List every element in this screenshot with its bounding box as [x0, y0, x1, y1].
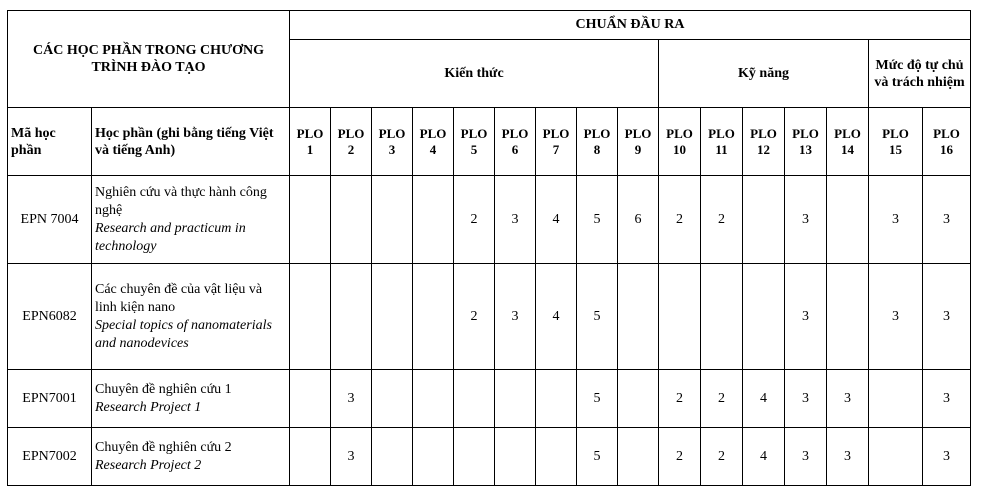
plo-7-value: 4	[536, 176, 577, 264]
course-name-vietnamese: Nghiên cứu và thực hành công nghệ	[95, 184, 267, 218]
table-row	[8, 264, 971, 370]
course-name	[92, 264, 290, 370]
table-row	[8, 370, 971, 428]
plo-header-5: PLO 5	[454, 108, 495, 176]
plo-header-2: PLO 2	[331, 108, 372, 176]
plo-5-value	[454, 370, 495, 428]
plo-header-11: PLO 11	[701, 108, 743, 176]
plo-15-value	[869, 428, 923, 486]
course-name	[92, 176, 290, 264]
plo-matrix-table	[7, 10, 971, 486]
plo-6-value	[495, 370, 536, 428]
plo-header-10: PLO 10	[659, 108, 701, 176]
plo-header-14: PLO 14	[827, 108, 869, 176]
plo-2-value: 3	[331, 370, 372, 428]
plo-header-16: PLO 16	[923, 108, 971, 176]
plo-9-value	[618, 264, 659, 370]
plo-3-value	[372, 264, 413, 370]
plo-header-8: PLO 8	[577, 108, 618, 176]
plo-16-value: 3	[923, 370, 971, 428]
plo-9-value	[618, 370, 659, 428]
plo-13-value: 3	[785, 370, 827, 428]
plo-7-value	[536, 370, 577, 428]
course-name-english: Special topics of nanomaterials and nanodevices	[95, 317, 272, 351]
plo-15-value: 3	[869, 176, 923, 264]
course-name-english: Research Project 1	[95, 399, 202, 415]
plo-5-value	[454, 428, 495, 486]
outcomes-header: CHUẨN ĐẦU RA	[290, 11, 971, 40]
table-row	[8, 176, 971, 264]
plo-11-value: 2	[701, 428, 743, 486]
program-courses-header: CÁC HỌC PHẦN TRONG CHƯƠNG TRÌNH ĐÀO TẠO	[8, 11, 290, 108]
plo-8-value: 5	[577, 428, 618, 486]
course-code: EPN7002	[8, 428, 92, 486]
plo-16-value: 3	[923, 176, 971, 264]
plo-6-value: 3	[495, 264, 536, 370]
knowledge-header: Kiến thức	[290, 40, 659, 108]
plo-12-value	[743, 264, 785, 370]
plo-3-value	[372, 370, 413, 428]
plo-12-value: 4	[743, 428, 785, 486]
plo-14-value: 3	[827, 428, 869, 486]
plo-13-value: 3	[785, 428, 827, 486]
course-code: EPN6082	[8, 264, 92, 370]
autonomy-header: Mức độ tự chủ và trách nhiệm	[869, 40, 971, 108]
plo-10-value: 2	[659, 176, 701, 264]
plo-16-value: 3	[923, 428, 971, 486]
plo-6-value: 3	[495, 176, 536, 264]
plo-5-value: 2	[454, 176, 495, 264]
plo-15-value	[869, 370, 923, 428]
course-name	[92, 370, 290, 428]
course-name	[92, 428, 290, 486]
plo-header-4: PLO 4	[413, 108, 454, 176]
plo-14-value	[827, 176, 869, 264]
table-row	[8, 428, 971, 486]
course-code: EPN 7004	[8, 176, 92, 264]
plo-4-value	[413, 176, 454, 264]
plo-1-value	[290, 428, 331, 486]
course-name-vietnamese: Các chuyên đề của vật liệu và linh kiện nano	[95, 281, 263, 315]
course-name-vietnamese: Chuyên đề nghiên cứu 2	[95, 439, 232, 455]
plo-1-value	[290, 176, 331, 264]
plo-15-value: 3	[869, 264, 923, 370]
plo-8-value: 5	[577, 370, 618, 428]
plo-2-value: 3	[331, 428, 372, 486]
plo-14-value	[827, 264, 869, 370]
plo-header-1: PLO 1	[290, 108, 331, 176]
plo-10-value: 2	[659, 428, 701, 486]
course-name-english: Research and practicum in technology	[95, 220, 246, 254]
plo-7-value: 4	[536, 264, 577, 370]
plo-2-value	[331, 264, 372, 370]
plo-9-value	[618, 428, 659, 486]
plo-1-value	[290, 370, 331, 428]
plo-12-value: 4	[743, 370, 785, 428]
plo-4-value	[413, 264, 454, 370]
plo-header-7: PLO 7	[536, 108, 577, 176]
plo-4-value	[413, 428, 454, 486]
course-code: EPN7001	[8, 370, 92, 428]
plo-10-value	[659, 264, 701, 370]
plo-2-value	[331, 176, 372, 264]
plo-13-value: 3	[785, 264, 827, 370]
plo-1-value	[290, 264, 331, 370]
plo-header-15: PLO 15	[869, 108, 923, 176]
plo-3-value	[372, 176, 413, 264]
code-column-header: Mã học phần	[8, 108, 92, 176]
plo-11-value: 2	[701, 370, 743, 428]
plo-header-9: PLO 9	[618, 108, 659, 176]
plo-3-value	[372, 428, 413, 486]
plo-14-value: 3	[827, 370, 869, 428]
plo-8-value: 5	[577, 176, 618, 264]
plo-header-6: PLO 6	[495, 108, 536, 176]
plo-10-value: 2	[659, 370, 701, 428]
plo-6-value	[495, 428, 536, 486]
plo-8-value: 5	[577, 264, 618, 370]
plo-header-13: PLO 13	[785, 108, 827, 176]
course-name-english: Research Project 2	[95, 457, 202, 473]
plo-16-value: 3	[923, 264, 971, 370]
plo-4-value	[413, 370, 454, 428]
plo-9-value: 6	[618, 176, 659, 264]
course-name-vietnamese: Chuyên đề nghiên cứu 1	[95, 381, 232, 397]
plo-12-value	[743, 176, 785, 264]
name-column-header: Học phần (ghi bằng tiếng Việt và tiếng Anh)	[92, 108, 290, 176]
plo-13-value: 3	[785, 176, 827, 264]
plo-header-12: PLO 12	[743, 108, 785, 176]
plo-header-3: PLO 3	[372, 108, 413, 176]
plo-11-value: 2	[701, 176, 743, 264]
plo-5-value: 2	[454, 264, 495, 370]
plo-7-value	[536, 428, 577, 486]
plo-11-value	[701, 264, 743, 370]
skills-header: Kỹ năng	[659, 40, 869, 108]
